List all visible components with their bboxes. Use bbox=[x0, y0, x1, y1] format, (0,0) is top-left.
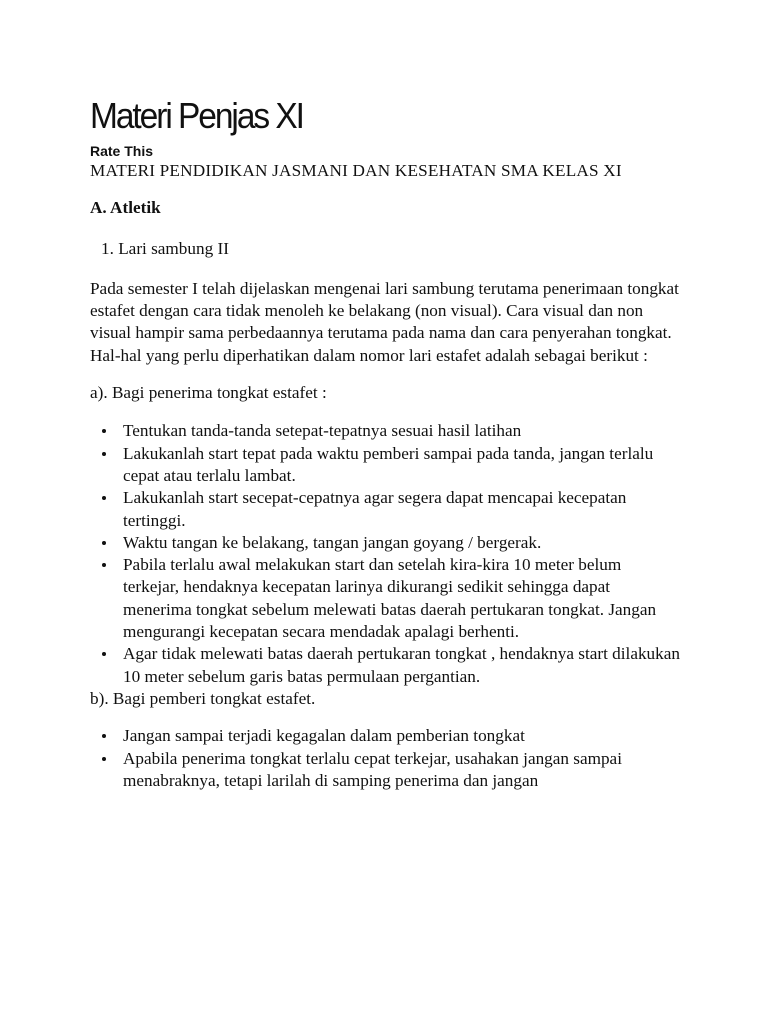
bullet-icon bbox=[102, 496, 106, 500]
section-heading-atletik: A. Atletik bbox=[90, 198, 161, 218]
rate-this-label[interactable]: Rate This bbox=[90, 143, 154, 159]
paragraph-2: Hal-hal yang perlu diperhatikan dalam nomor lari estafet adalah sebagai berikut : bbox=[90, 345, 648, 365]
bullet-icon bbox=[102, 734, 106, 738]
bullet-icon bbox=[102, 541, 106, 545]
bullet-icon bbox=[102, 563, 106, 567]
list-item-text: Tentukan tanda-tanda setepat-tepatnya sesuai hasil latihan bbox=[123, 421, 522, 441]
bullet-list-penerima bbox=[90, 420, 680, 688]
subheading-pemberi: b). Bagi pemberi tongkat estafet. bbox=[90, 688, 316, 708]
bullet-icon bbox=[102, 652, 106, 656]
list-item bbox=[90, 725, 680, 747]
document-title: Materi Penjas XI bbox=[90, 95, 303, 136]
document-subtitle: MATERI PENDIDIKAN JASMANI DAN KESEHATAN SMA KELAS XI bbox=[90, 161, 622, 180]
list-item bbox=[90, 643, 680, 688]
list-item-text: Pabila terlalu awal melakukan start dan setelah kira-kira 10 meter belum terkejar, hendaknya kecepatan larinya dikurangi sedikit sehingga dapat menerima tongkat sebelum melewati batas daerah pertukaran tongkat. Jangan mengurangi kecepatan secara mendadak apalagi berhenti. bbox=[123, 555, 657, 642]
list-item-text: Lakukanlah start tepat pada waktu pemberi sampai pada tanda, jangan terlalu cepat atau terlalu lambat. bbox=[123, 443, 654, 485]
bullet-icon bbox=[102, 757, 106, 761]
list-item bbox=[90, 487, 680, 532]
list-item-text: Agar tidak melewati batas daerah pertukaran tongkat , hendaknya start dilakukan 10 meter sebelum garis batas permulaan pergantian. bbox=[123, 644, 680, 686]
bullet-icon bbox=[102, 429, 106, 433]
bullet-list-pemberi bbox=[90, 725, 680, 792]
list-item-text: Waktu tangan ke belakang, tangan jangan goyang / bergerak. bbox=[123, 532, 542, 552]
list-item-text: Apabila penerima tongkat terlalu cepat terkejar, usahakan jangan sampai menabraknya, tetapi larilah di samping penerima dan jangan bbox=[123, 748, 622, 790]
list-item bbox=[90, 443, 680, 488]
list-item bbox=[90, 532, 680, 554]
bullet-icon bbox=[102, 452, 106, 456]
list-item-text: Jangan sampai terjadi kegagalan dalam pemberian tongkat bbox=[123, 726, 525, 746]
list-item bbox=[90, 554, 680, 643]
list-item-text: Lakukanlah start secepat-cepatnya agar segera dapat mencapai kecepatan tertinggi. bbox=[123, 488, 627, 530]
subheading-penerima: a). Bagi penerima tongkat estafet : bbox=[90, 383, 327, 403]
ordered-list-item: 1. Lari sambung II bbox=[101, 238, 229, 258]
paragraph-1: Pada semester I telah dijelaskan mengenai lari sambung terutama penerimaan tongkat estafet dengan cara tidak menoleh ke belakang (non visual). Cara visual dan non visual hampir sama perbedaannya terutama pada nama dan cara penyerahan tongkat. bbox=[90, 278, 679, 343]
document-page bbox=[90, 96, 680, 792]
list-item bbox=[90, 748, 680, 793]
list-item bbox=[90, 420, 680, 442]
